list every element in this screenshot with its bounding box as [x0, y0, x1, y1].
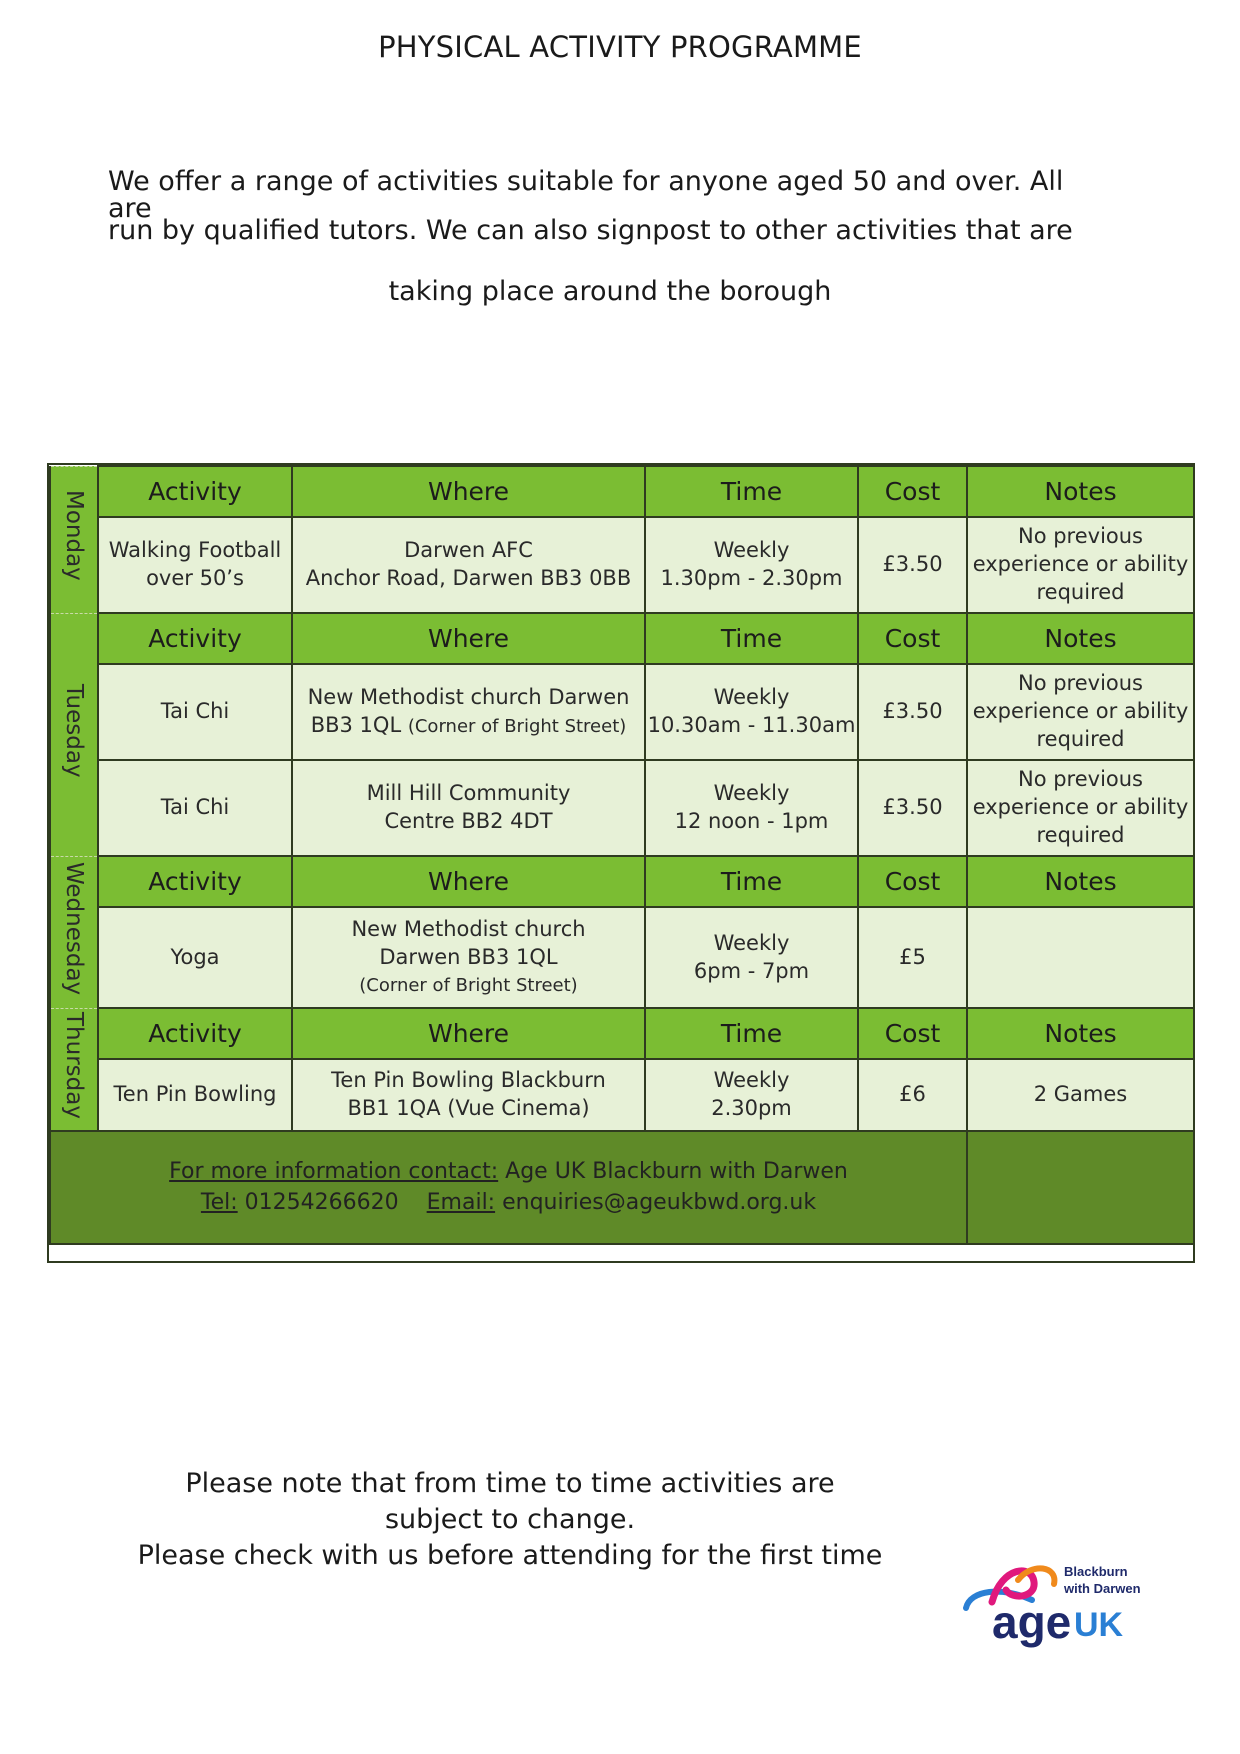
table-row — [50, 664, 1194, 760]
cost-cell: £3.50 — [858, 664, 967, 760]
header-activity: Activity — [98, 1008, 292, 1059]
tel-number[interactable]: 01254266620 — [237, 1189, 399, 1215]
activity-cell: Walking Football over 50’s — [98, 517, 292, 613]
header-cost: Cost — [858, 613, 967, 664]
header-notes: Notes — [967, 613, 1194, 664]
intro-line-2: run by qualified tutors. We can also signpost to other activities that are — [108, 215, 1073, 246]
where-cell: New Methodist church Darwen BB3 1QL (Corner of Bright Street) — [292, 907, 645, 1008]
header-activity: Activity — [98, 466, 292, 517]
activity-cell: Yoga — [98, 907, 292, 1008]
header-notes: Notes — [967, 466, 1194, 517]
day-label-thursday: Thursday — [50, 1008, 98, 1131]
activity-cell: Tai Chi — [98, 760, 292, 856]
email-address[interactable]: enquiries@ageukbwd.org.uk — [495, 1189, 817, 1215]
logo-text-line1: Blackburn — [1064, 1564, 1128, 1579]
where-cell: Ten Pin Bowling Blackburn BB1 1QA (Vue Cinema) — [292, 1059, 645, 1131]
header-notes: Notes — [967, 1008, 1194, 1059]
header-where: Where — [292, 613, 645, 664]
contact-footer — [50, 1131, 967, 1244]
tel-label: Tel: — [200, 1189, 238, 1215]
header-where: Where — [292, 466, 645, 517]
table-row — [50, 907, 1194, 1008]
where-cell: Mill Hill Community Centre BB2 4DT — [292, 760, 645, 856]
note-line-3: Please check with us before attending for the first time — [137, 1540, 883, 1571]
header-activity: Activity — [98, 613, 292, 664]
notes-cell — [967, 907, 1194, 1008]
intro-line-1: We offer a range of activities suitable for anyone aged 50 and over. All are — [108, 166, 1064, 224]
time-cell: Weekly 12 noon - 1pm — [645, 760, 858, 856]
notes-cell: No previous experience or ability required — [967, 760, 1194, 856]
header-cost: Cost — [858, 466, 967, 517]
header-cost: Cost — [858, 856, 967, 907]
time-cell: Weekly 10.30am - 11.30am — [645, 664, 858, 760]
header-time: Time — [645, 466, 858, 517]
table-row — [50, 760, 1194, 856]
activity-cell: Ten Pin Bowling — [98, 1059, 292, 1131]
table-row — [50, 517, 1194, 613]
footer-blank-cell — [967, 1131, 1194, 1244]
header-notes: Notes — [967, 856, 1194, 907]
cost-cell: £3.50 — [858, 517, 967, 613]
where-cell: Darwen AFC Anchor Road, Darwen BB3 0BB — [292, 517, 645, 613]
cost-cell: £6 — [858, 1059, 967, 1131]
notes-cell: No previous experience or ability required — [967, 664, 1194, 760]
day-label-wednesday: Wednesday — [50, 856, 98, 1008]
logo-text-uk: UK — [1074, 1606, 1124, 1644]
cost-cell: £3.50 — [858, 760, 967, 856]
time-cell: Weekly 1.30pm - 2.30pm — [645, 517, 858, 613]
page-title: PHYSICAL ACTIVITY PROGRAMME — [378, 30, 862, 64]
note-line-1: Please note that from time to time activities are — [185, 1468, 835, 1499]
header-where: Where — [292, 856, 645, 907]
time-cell: Weekly 6pm - 7pm — [645, 907, 858, 1008]
email-label: Email: — [426, 1189, 496, 1215]
activity-schedule-table — [47, 463, 1195, 1263]
notes-cell: No previous experience or ability required — [967, 517, 1194, 613]
time-cell: Weekly 2.30pm — [645, 1059, 858, 1131]
header-time: Time — [645, 613, 858, 664]
logo-text-line2: with Darwen — [1064, 1581, 1141, 1596]
header-time: Time — [645, 1008, 858, 1059]
header-time: Time — [645, 856, 858, 907]
cost-cell: £5 — [858, 907, 967, 1008]
contact-org: Age UK Blackburn with Darwen — [498, 1159, 848, 1185]
day-label-tuesday: Tuesday — [50, 613, 98, 856]
header-cost: Cost — [858, 1008, 967, 1059]
activity-cell: Tai Chi — [98, 664, 292, 760]
header-activity: Activity — [98, 856, 292, 907]
note-line-2: subject to change. — [384, 1504, 636, 1535]
logo-text-age: age — [992, 1596, 1072, 1648]
age-uk-logo — [962, 1560, 1152, 1650]
where-cell: New Methodist church Darwen BB3 1QL (Corner of Bright Street) — [292, 664, 645, 760]
contact-label: For more information contact: — [169, 1159, 499, 1185]
header-where: Where — [292, 1008, 645, 1059]
table-row — [50, 1059, 1194, 1131]
notes-cell: 2 Games — [967, 1059, 1194, 1131]
day-label-monday: Monday — [50, 466, 98, 613]
intro-line-3: taking place around the borough — [388, 276, 832, 307]
